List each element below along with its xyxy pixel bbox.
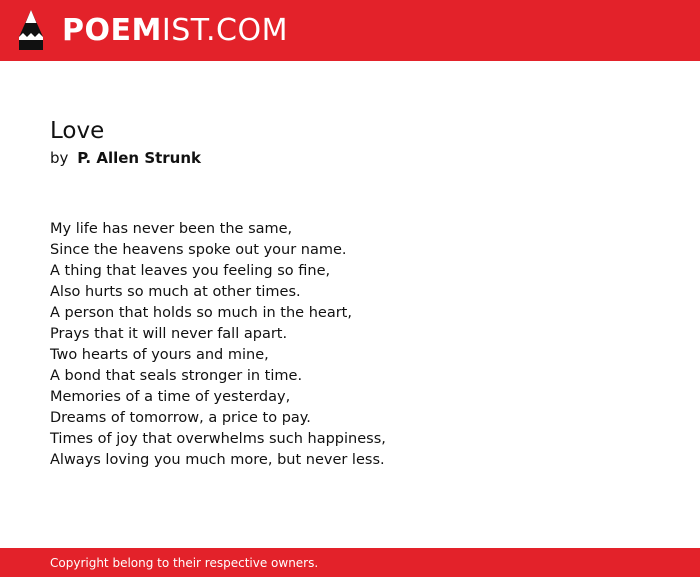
poem-line: Memories of a time of yesterday,	[50, 389, 291, 405]
poem-line: Dreams of tomorrow, a price to pay.	[50, 410, 311, 426]
pencil-tip-icon	[18, 9, 44, 51]
copyright-text: Copyright belong to their respective owners.	[50, 556, 319, 570]
poem-line: A person that holds so much in the heart,	[50, 305, 352, 321]
site-header	[0, 0, 700, 61]
poem-line: Also hurts so much at other times.	[50, 284, 301, 300]
logo-text-bold: POEM	[62, 13, 162, 48]
poem-line: A thing that leaves you feeling so fine,	[50, 263, 331, 279]
poem-body	[50, 219, 650, 471]
site-logo-link[interactable]	[62, 11, 288, 51]
poem-line: Always loving you much more, but never less.	[50, 452, 385, 468]
poem-line: Two hearts of yours and mine,	[50, 347, 269, 363]
by-label: by	[50, 149, 69, 167]
site-footer	[0, 548, 700, 577]
author-link[interactable]: P. Allen Strunk	[77, 149, 202, 167]
poem-line: A bond that seals stronger in time.	[50, 368, 303, 384]
poem-title: Love	[50, 118, 105, 144]
logo-text-light: IST.COM	[161, 13, 288, 48]
poem-content	[50, 115, 650, 471]
poem-line: Times of joy that overwhelms such happiness,	[50, 431, 386, 447]
poem-line: Since the heavens spoke out your name.	[50, 242, 347, 258]
poem-line: Prays that it will never fall apart.	[50, 326, 288, 342]
poem-line: My life has never been the same,	[50, 221, 293, 237]
poem-byline	[50, 147, 650, 169]
